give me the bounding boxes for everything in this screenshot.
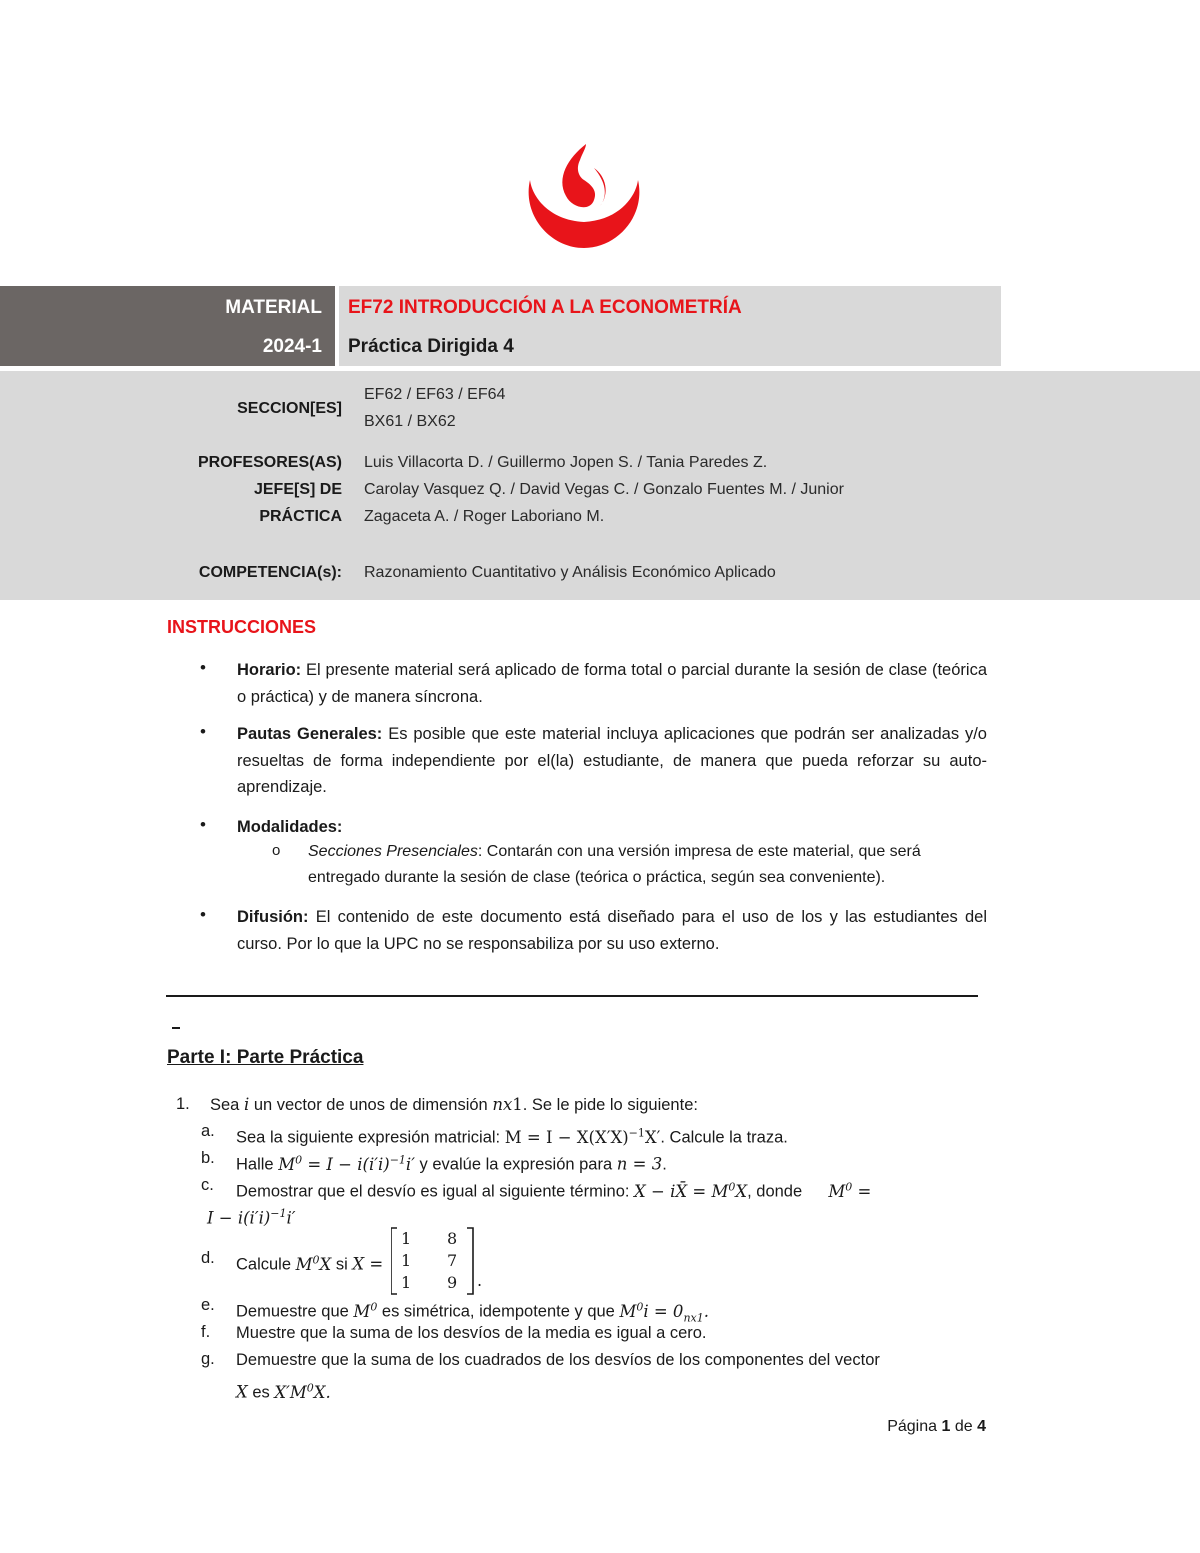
secciones-line2: BX61 / BX62 xyxy=(364,413,456,430)
matrix-cell: 1 xyxy=(401,1229,412,1248)
math-expression: $M^0i = 0_{nx1}$. xyxy=(619,1300,709,1324)
item-c-text: Demostrar que el desvío es igual al siguiente término: xyxy=(236,1182,635,1201)
pautas-paragraph xyxy=(237,721,987,801)
year-label: 2024-1 xyxy=(262,336,322,357)
jefes-label-2: PRÁCTICA xyxy=(259,508,342,525)
matrix-x xyxy=(391,1226,487,1296)
item-letter: e. xyxy=(201,1296,215,1314)
item-g: Demuestre que la suma de los cuadrados de los desvíos de los componentes del vector xyxy=(236,1351,880,1369)
question-number: 1. xyxy=(176,1095,190,1113)
math-expression: $M^0$ = xyxy=(802,1180,872,1201)
item-d-mid: si xyxy=(331,1255,353,1274)
secciones-presenciales-text: : Contarán con una versión impresa de este material, que será entregado durante la sesión de clase (teórica o práctica, según sea conveniente). xyxy=(308,843,921,886)
bullet-icon: • xyxy=(200,722,206,741)
horario-text: El presente material será aplicado de forma total o parcial durante la sesión de clase (teórica o práctica) y de manera síncrona. xyxy=(237,661,987,706)
math-one: 1 xyxy=(512,1095,523,1114)
practice-title: Práctica Dirigida 4 xyxy=(348,336,514,357)
difusion-paragraph xyxy=(237,904,987,957)
sub-bullet-icon: o xyxy=(272,842,281,859)
secciones-label: SECCION[ES] xyxy=(237,400,342,417)
horario-label: Horario: xyxy=(237,661,302,679)
q1-text-b: un vector de unos de dimensión xyxy=(249,1096,493,1114)
modalidades-label: Modalidades: xyxy=(237,818,343,836)
math-expression: $X'M^0X$. xyxy=(274,1381,331,1402)
math-expression: $M^0$ xyxy=(353,1300,378,1321)
upc-logo xyxy=(520,140,648,252)
item-c-mid: , donde xyxy=(747,1182,803,1201)
math-expression: X xyxy=(236,1382,248,1402)
pautas-text: Es posible que este material incluya aplicaciones que podrán ser analizadas y/o resueltas de forma independiente por el(la) estudiante, de manera que pueda reforzar su auto-aprendizaje. xyxy=(237,725,987,796)
item-f: Muestre que la suma de los desvíos de la media es igual a cero. xyxy=(236,1324,707,1342)
matrix-cell: 9 xyxy=(447,1273,458,1292)
item-a-text: Sea la siguiente expresión matricial: xyxy=(236,1128,505,1147)
difusion-label: Difusión: xyxy=(237,908,309,926)
matrix-cell: 1 xyxy=(401,1251,412,1270)
q1-text-a: Sea xyxy=(210,1096,244,1114)
matrix-cell: 8 xyxy=(447,1229,458,1248)
secciones-presenciales-paragraph xyxy=(308,839,988,891)
profesores-value: Luis Villacorta D. / Guillermo Jopen S. / Tania Paredes Z. xyxy=(364,454,768,471)
of-word: de xyxy=(954,1418,973,1435)
bullet-icon: • xyxy=(200,658,206,677)
material-label: MATERIAL xyxy=(225,297,322,318)
item-c-continuation: $I - i(i'i)^{-1}i'$ xyxy=(207,1207,296,1228)
math-expression: $M^0X$ xyxy=(295,1253,332,1274)
item-letter: b. xyxy=(201,1149,215,1167)
item-g-continuation xyxy=(236,1374,988,1407)
item-g-tail: es xyxy=(247,1383,275,1402)
page-number xyxy=(887,1418,986,1436)
pautas-label: Pautas Generales: xyxy=(237,725,383,743)
svg-text:.: . xyxy=(477,1271,483,1290)
jefes-value-2: Zagaceta A. / Roger Laboriano M. xyxy=(364,508,605,525)
matrix-cell: 7 xyxy=(447,1251,458,1270)
competencia-value: Razonamiento Cuantitativo y Análisis Económico Aplicado xyxy=(364,564,776,581)
competencia-label: COMPETENCIA(s): xyxy=(198,564,342,581)
profesores-label: PROFESORES(AS) xyxy=(197,454,342,471)
item-d-text: Calcule xyxy=(236,1255,296,1274)
math-nx1: nx xyxy=(492,1095,513,1114)
item-letter: f. xyxy=(201,1323,211,1341)
question-1-text xyxy=(210,1095,698,1115)
item-letter: a. xyxy=(201,1122,215,1140)
page-word: Página xyxy=(887,1418,938,1435)
item-d xyxy=(236,1246,396,1279)
instructions-heading: INSTRUCCIONES xyxy=(167,617,317,637)
item-b-mid: y evalúe la expresión para xyxy=(414,1155,617,1174)
modalidades-paragraph xyxy=(237,814,987,841)
item-e-text: Demuestre que xyxy=(236,1302,354,1321)
math-expression: n = 3 xyxy=(616,1154,663,1174)
item-e-mid: es simétrica, idempotente y que xyxy=(377,1302,620,1321)
part-heading: Parte I: Parte Práctica xyxy=(167,1047,364,1068)
bullet-icon: • xyxy=(200,905,206,924)
math-expression: $M^0 = I - i(i'i)^{-1}i'$ xyxy=(278,1153,415,1174)
item-letter: c. xyxy=(201,1176,214,1194)
q1-text-c: . Se le pide lo siguiente: xyxy=(522,1096,698,1114)
math-expression: X − iX̄ = $M^0X$ xyxy=(634,1180,748,1201)
horario-paragraph xyxy=(237,657,987,710)
matrix-cell: 1 xyxy=(401,1273,412,1292)
secciones-presenciales-label: Secciones Presenciales xyxy=(308,843,478,860)
page-current: 1 xyxy=(941,1418,951,1435)
item-letter: g. xyxy=(201,1350,215,1368)
page-total: 4 xyxy=(977,1418,986,1435)
bullet-icon: • xyxy=(200,815,206,834)
secciones-line1: EF62 / EF63 / EF64 xyxy=(364,386,506,403)
math-expression: $M = I - X(X'X)^{-1}X'$ xyxy=(504,1126,661,1147)
jefes-label-1: JEFE[S] DE xyxy=(253,481,342,498)
divider-line xyxy=(166,995,978,997)
divider-dash xyxy=(172,1027,180,1029)
item-a-tail: . Calcule la traza. xyxy=(660,1128,788,1147)
item-letter: d. xyxy=(201,1249,215,1267)
math-expression: X = xyxy=(352,1254,384,1274)
item-b-tail: . xyxy=(662,1155,667,1174)
math-i: i xyxy=(243,1095,250,1114)
jefes-value-1: Carolay Vasquez Q. / David Vegas C. / Gonzalo Fuentes M. / Junior xyxy=(364,481,844,498)
difusion-text: El contenido de este documento está diseñado para el uso de los y las estudiantes del curso. Por lo que la UPC no se responsabiliza por su uso externo. xyxy=(237,908,987,953)
item-b-text: Halle xyxy=(236,1155,279,1174)
course-title: EF72 INTRODUCCIÓN A LA ECONOMETRÍA xyxy=(348,297,742,318)
